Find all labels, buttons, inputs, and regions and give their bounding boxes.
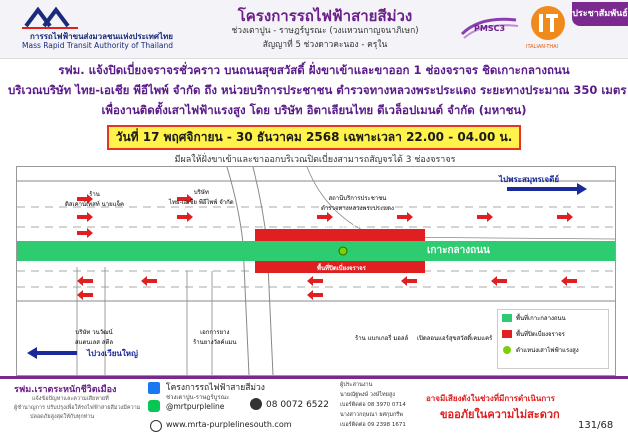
mrta-logo-icon <box>20 6 80 30</box>
contact-1-phone: เบอร์ติดต่อ 08 3970 0714 <box>340 402 406 408</box>
apology-line-2: ขออภัยในความไม่สะดวก <box>440 408 560 421</box>
label-factory: เปิดลอนแอร์สุขสวัสดิ์เคมแคร์ <box>417 335 493 342</box>
pole-marker <box>339 247 347 255</box>
label-shop-bottom: เอกการยาง ร้านยางวัลค์แมน <box>193 329 237 346</box>
legend-label-closure: พื้นที่ปิดเบี่ยงจราจร <box>516 331 565 338</box>
median-strip <box>17 241 615 261</box>
pmsc-label: PMSC3 <box>474 24 506 33</box>
page-number: 131/68 <box>578 420 614 431</box>
pr-badge: ประชาสัมพันธ์ <box>572 2 628 26</box>
footer-left-3: ผู้ชำนาญการ ปรับปรุงเพื่อให้รถไฟฟ้าสายสีม่วงมีความ <box>14 405 141 411</box>
contact-2-name: นางสาวกฤษณา ยศกุมกรีพ <box>340 412 403 418</box>
org-name-th: การรถไฟฟ้าขนส่งมวลชนแห่งประเทศไทย <box>30 32 173 41</box>
label-median: เกาะกลางถนน <box>427 245 490 256</box>
globe-icon <box>150 420 162 432</box>
label-police: สถานีบริการประชาชน ตำรวจทางหลวงพระประแดง <box>321 195 394 212</box>
legend-label-pole: ตำแหน่งเสาไฟฟ้าแรงสูง <box>516 347 579 354</box>
date-bar: วันที่ 17 พฤศจิกายน - 30 ธันวาคม 2568 เฉพาะเวลา 22.00 - 04.00 น. <box>107 125 521 150</box>
notice-line-1: รฟม. แจ้งปิดเบี่ยงจราจรชั่วคราว บนถนนสุขสวัสดิ์ ฝั่งขาเข้าและขาออก 1 ช่องจราจร ชิดเกาะกลางถนน <box>58 63 570 77</box>
legend-swatch-closure <box>502 330 512 338</box>
footer-left-4: ปลอดภัยสูงสุดให้กับทุกท่าน <box>30 414 95 420</box>
line-icon[interactable] <box>148 400 160 412</box>
phone-icon <box>250 398 262 410</box>
fb-page-sub: ช่วงเตาปูน-ราษฎร์บูรณะ <box>166 394 230 401</box>
label-closure-top: พื้นที่ปิดเบี่ยงจราจร <box>317 223 366 230</box>
lanes-note: มีผลให้ฝั่งขาเข้าและขาออกบริเวณปิดเบี่ยงสามารถสัญจรได้ 3 ช่องจราจร <box>174 155 456 165</box>
line-id[interactable]: @mrtpurpleline <box>166 402 225 411</box>
label-company-top: บริษัท ไทย-เอเชีย พีอีไพพ์ จำกัด <box>169 189 234 206</box>
org-name-en: Mass Rapid Transit Authority of Thailand <box>22 41 174 50</box>
label-shop-right: ร้าน แบกเกอรี่ มอลล์ <box>355 335 409 342</box>
legend-swatch-pole <box>503 346 511 354</box>
project-title: โครงการรถไฟฟ้าสายสีม่วง <box>237 7 413 25</box>
label-to-samut: ไปพระสมุทรเจดีย์ <box>499 175 559 184</box>
itd-label: ITALIAN-THAI <box>526 44 559 50</box>
pmsc-logo <box>460 10 520 44</box>
contact-2-phone: เบอร์ติดต่อ 09 2398 1671 <box>340 422 406 428</box>
itd-logo <box>528 4 568 54</box>
label-shop-top: ร้าน ดิสเคาน์เทสท์ นายแจ็ค <box>65 191 125 208</box>
itd-mark-icon <box>528 4 568 42</box>
contact-title: ผู้ประสานงาน <box>340 382 373 388</box>
footer-slogan: รฟม.เราตระหนักชีวิตเมือง <box>14 385 117 395</box>
legend-swatch-median <box>502 314 512 322</box>
contact-1-name: นายณัฐพงษ์ วงษ์ไทยสูง <box>340 392 395 398</box>
label-to-wongwian: ไปวงเวียนใหญ่ <box>87 349 138 358</box>
project-contract: สัญญาที่ 5 ช่วงดาวคะนอง - ครุใน <box>262 40 388 50</box>
apology-line-1: อาจมีเสียงดังในช่วงที่มีการดำเนินการ <box>426 394 555 403</box>
fb-page-name[interactable]: โครงการรถไฟฟ้าสายสีม่วง <box>166 383 265 393</box>
label-closure-bottom: พื้นที่ปิดเบี่ยงจราจร <box>317 265 366 272</box>
arrow-left-icon <box>27 347 77 359</box>
label-company-bottom: บริษัท วนวัฒน์ สแตนเลส สตีล <box>75 329 114 346</box>
legend-label-median: พื้นที่เกาะกลางถนน <box>516 315 566 322</box>
legend <box>497 309 609 369</box>
traffic-map <box>16 166 616 376</box>
notice-line-3: เพื่องานติดตั้งเสาไฟฟ้าแรงสูง โดย บริษัท อิตาเลียนไทย ดีเวล็อปเมนต์ จำกัด (มหาชน) <box>101 103 527 117</box>
project-section: ช่วงเตาปูน - ราษฎร์บูรณะ (วงแหวนกาญจนาภิเษก) <box>231 26 419 36</box>
facebook-icon[interactable] <box>148 382 160 394</box>
website-link[interactable]: www.mrta-purplelinesouth.com <box>166 420 292 429</box>
phone-number[interactable]: 08 0072 6522 <box>266 400 329 410</box>
notice-line-2: บริเวณบริษัท ไทย-เอเชีย พีอีไพพ์ จำกัด ถึง หน่วยบริการประชาชน ตำรวจทางหลวงพระประแดง ระยะทางประมาณ 350 เมตร <box>8 83 627 97</box>
footer-left-2: แจ้งข้อปัญหาและความเสียหายที่ <box>32 396 109 402</box>
